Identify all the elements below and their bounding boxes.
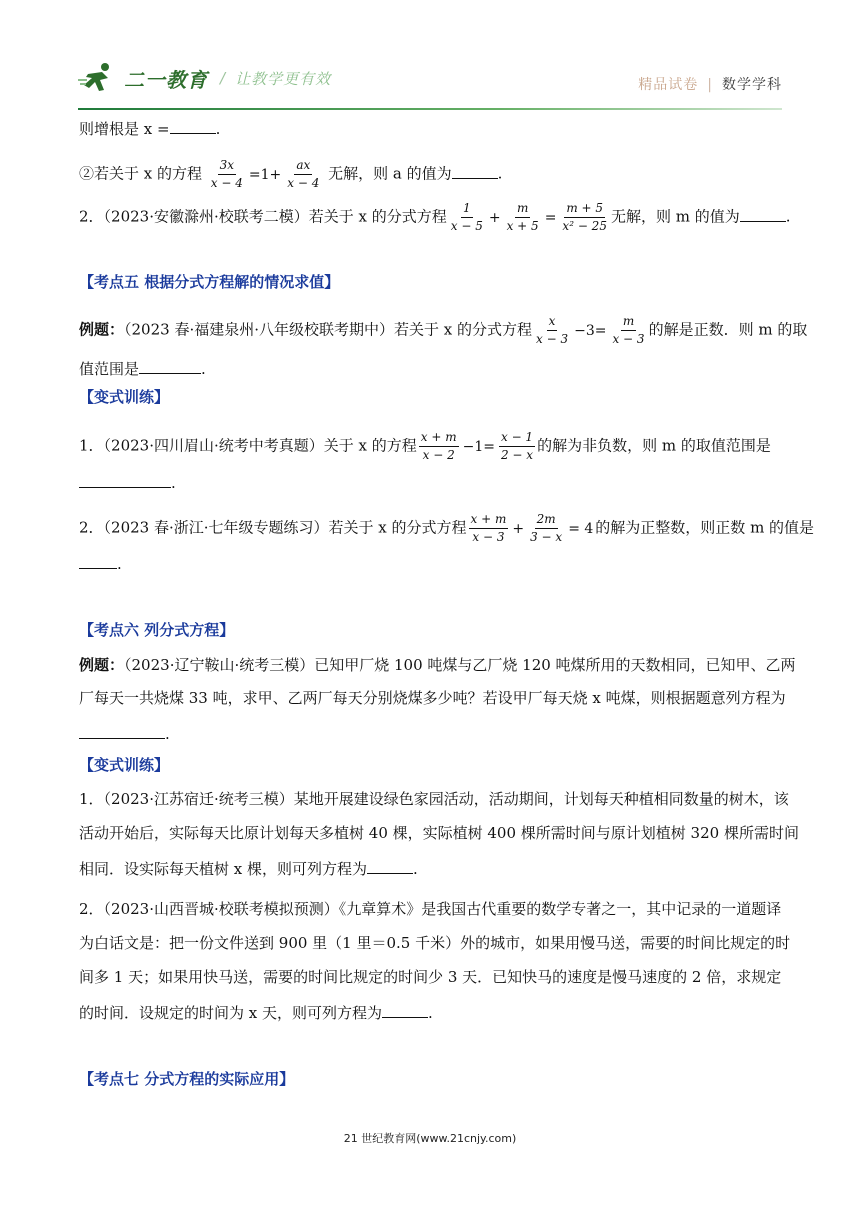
- page-footer: 21 世纪教育网(www.21cnjy.com): [343, 1132, 517, 1145]
- answer-blank: [382, 1001, 428, 1018]
- variant-training-heading: 【变式训练】: [79, 388, 170, 406]
- fraction: $\frac{m + 5}{\text{x² − 25}}$: [562, 201, 607, 233]
- text-line: 的时间．设规定的时间为 x 天，则可列方程为 .: [79, 1001, 780, 1023]
- text-segment: （2023·辽宁鞍山·统考三模）已知甲厂烧 100 吨煤与乙厂烧 120 吨煤所用的天数相同，已知甲、乙两: [124, 656, 796, 674]
- example-5: 例题：（2023 春·福建泉州·八年级校联考期中）若关于 x 的分式方程 $\frac{x}{x - 3}$ −3= $\frac{m}{x - 3}$ 的解是正数．则 m 的取: [79, 314, 808, 346]
- text-segment: 则增根是 x =: [79, 120, 170, 138]
- answer-blank: [79, 552, 117, 569]
- text-segment: 无解，则 a 的值为: [328, 164, 452, 183]
- text-segment: 1．（2023·四川眉山·统考中考真题）关于 x 的方程: [79, 436, 417, 455]
- text-segment: 值范围是: [79, 360, 140, 378]
- example-label: 例题：: [79, 320, 125, 339]
- answer-blank: [170, 117, 216, 134]
- section-heading-7: 【考点七 分式方程的实际应用】: [79, 1070, 295, 1088]
- text-segment: 相同．设实际每天植树 x 棵，则可列方程为: [79, 860, 367, 878]
- header-tag-subject: 数学学科: [722, 77, 782, 93]
- question-2: 2．（2023·安徽滁州·校联考二模）若关于 x 的分式方程 $\frac{1}{x - 5}$ + $\frac{m}{x + 5}$ = $\frac{m + 5}{\text{x² − 25}}$ 无解，则 m 的值为 .: [79, 201, 791, 233]
- text-segment: 无解，则 m 的值为: [610, 207, 740, 226]
- fraction: $\frac{x}{x - 3}$: [536, 314, 569, 346]
- text-segment: 的解为正整数，则正数 m 的值是: [595, 518, 815, 537]
- text-line: 相同．设实际每天植树 x 棵，则可列方程为 .: [79, 857, 780, 879]
- example-label: 例题：: [79, 656, 125, 674]
- variant-5-1: 1．（2023·四川眉山·统考中考真题）关于 x 的方程 $\frac{x + m}{x - 2}$ −1= $\frac{x - 1}{2 - x}$ 的解为非负数，则 m 的取值范围是: [79, 430, 771, 462]
- header-tags: [638, 74, 782, 94]
- text-line: 值范围是 .: [79, 357, 780, 379]
- text-segment: 的解为非负数，则 m 的取值范围是: [537, 436, 771, 455]
- fraction: $\frac{ax}{x - 4}$: [287, 158, 320, 190]
- text-line: 则增根是 x = .: [79, 117, 780, 139]
- text-line: 活动开始后，实际每天比原计划每天多植树 40 棵，实际植树 400 棵所需时间与原计划植树 320 棵所需时间: [79, 824, 799, 842]
- answer-blank: [367, 857, 413, 874]
- fraction: $\frac{x + m}{x - 2}$: [420, 430, 457, 462]
- answer-blank: [139, 357, 201, 374]
- logo: [78, 62, 331, 94]
- text-line: 间多 1 天；如果用快马送，需要的时间比规定的时间少 3 天．已知快马的速度是慢马速度的 2 倍，求规定: [79, 968, 782, 986]
- fraction: $\frac{x + m}{x - 3}$: [470, 512, 507, 544]
- variant-5-2: 2．（2023 春·浙江·七年级专题练习）若关于 x 的分式方程 $\frac{x + m}{x - 3}$ + $\frac{2m}{3 - x}$ = 4 的解为正整数，则正数 m 的值是: [79, 512, 815, 544]
- text-segment: 2．（2023·安徽滁州·校联考二模）若关于 x 的分式方程: [79, 207, 447, 226]
- text-line: .: [79, 471, 780, 493]
- runner-logo-icon: [78, 62, 118, 94]
- text-line: ②若关于 x 的方程 $\frac{3x}{x - 4}$ =1+ $\frac{ax}{x - 4}$ 无解，则 a 的值为 .: [79, 158, 503, 190]
- variant-6-2: 2．（2023·山西晋城·校联考模拟预测）《九章算术》是我国古代重要的数学专著之一，其中记录的一道题译: [79, 900, 782, 918]
- text-line: .: [79, 722, 780, 744]
- fraction: $\frac{2m}{3 - x}$: [530, 512, 563, 544]
- fraction: $\frac{3x}{x - 4}$: [210, 158, 243, 190]
- header-tag-separator: |: [707, 77, 713, 93]
- example-6: [79, 655, 796, 675]
- fraction: $\frac{m}{x - 3}$: [612, 314, 645, 346]
- fraction: $\frac{m}{x + 5}$: [506, 201, 539, 233]
- logo-separator: /: [220, 69, 226, 87]
- text-line: .: [79, 552, 780, 574]
- section-heading-5: 【考点五 根据分式方程解的情况求值】: [79, 273, 340, 291]
- text-segment: ②若关于 x 的方程: [79, 164, 202, 183]
- text-segment: （2023 春·福建泉州·八年级校联考期中）若关于 x 的分式方程: [124, 320, 532, 339]
- page-header: [78, 62, 782, 108]
- variant-training-heading: 【变式训练】: [79, 756, 170, 774]
- text-line: 厂每天一共烧煤 33 吨，求甲、乙两厂每天分别烧煤多少吨？若设甲厂每天烧 x 吨煤，则根据题意列方程为: [79, 689, 786, 707]
- logo-name: 二一教育: [124, 67, 208, 92]
- text-line: 为白话文是：把一份文件送到 900 里（1 里＝0.5 千米）外的城市，如果用慢马送，需要的时间比规定的时: [79, 934, 791, 952]
- header-tag-premium: 精品试卷: [638, 77, 699, 93]
- answer-blank: [79, 471, 171, 488]
- text-segment: 的解是正数．则 m 的取: [648, 320, 808, 339]
- header-rule: [78, 108, 782, 110]
- text-segment: 2．（2023 春·浙江·七年级专题练习）若关于 x 的分式方程: [79, 518, 467, 537]
- answer-blank: [79, 722, 165, 739]
- variant-6-1: 1．（2023·江苏宿迁·统考三模）某地开展建设绿色家园活动，活动期间，计划每天种植相同数量的树木，该: [79, 790, 789, 808]
- text-segment: 的时间．设规定的时间为 x 天，则可列方程为: [79, 1004, 382, 1022]
- fraction: $\frac{1}{x - 5}$: [450, 201, 483, 233]
- answer-blank: [740, 205, 786, 222]
- answer-blank: [452, 162, 498, 179]
- logo-slogan: 让教学更有效: [235, 69, 332, 88]
- section-heading-6: 【考点六 列分式方程】: [79, 621, 235, 639]
- fraction: $\frac{x - 1}{2 - x}$: [500, 430, 534, 462]
